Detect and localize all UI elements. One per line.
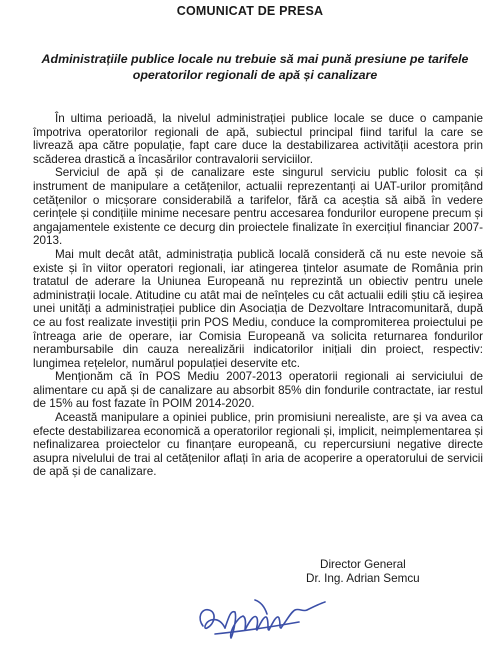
signature-block <box>306 558 420 585</box>
document-body <box>33 112 483 479</box>
paragraph: Mai mult decât atât, administrația publică locală consideră că nu este nevoie să existe și în viitor operatori regionali, iar atingerea țintelor asumate de România prin tratatul de aderare la Uniunea Europeană nu reprezintă un obiectiv pentru unele administrații locale. Atitudine cu atât mai de neînțeles cu cât actualii edili știu că ieșirea unei unități a administrației publice din Asociația de Dezvoltare Intracomunitară, după ce au fost realizate investiții prin POS Mediu, conduce la compromiterea proiectului pe întreaga arie de operare, iar Comisia Europeană va solicita returnarea fondurilor nerambursabile din cauza nerealizării indicatorilor inițiali din proiect, respectiv: lungimea rețelelor, numărul populației deservite etc. <box>33 247 483 370</box>
document-subtitle: Administrațiile publice locale nu trebuie să mai pună presiune pe tarifele operatorilor regionali de apă și canalizare <box>41 52 469 82</box>
paragraph: În ultima perioadă, la nivelul administrației publice locale se duce o campanie împotriva operatorilor regionali de apă, subiectul principal fiind tariful la care se livrează apa către populație, fapt care duce la destabilizarea activității acestora prin scăderea drastică a încasărilor contravalorii serviciilor. <box>33 112 483 166</box>
paragraph: Menționăm că în POS Mediu 2007-2013 operatorii regionali ai serviciului de alimentare cu apă și de canalizare au absorbit 85% din fondurile contractate, iar restul de 15% au fost fazate în POIM 2014-2020. <box>33 370 483 411</box>
signatory-name: Dr. Ing. Adrian Semcu <box>306 571 420 585</box>
handwritten-signature <box>195 588 335 643</box>
paragraph: Serviciul de apă și de canalizare este singurul serviciu public folosit ca și instrument de manipulare a cetățenilor, actualii reprezentanți ai UAT-urilor promițând cetățenilor o micșorare considerabilă a tarifelor, fără ca aceștia să aibă în vedere cerințele și condițiile minime necesare pentru accesarea fondurilor europene precum și angajamentele existente ce decurg din proiectele finalizate în exercițiul financiar 2007-2013. <box>33 166 483 248</box>
paragraph: Această manipulare a opiniei publice, prin promisiuni nerealiste, are și va avea ca efecte destabilizarea economică a operatorilor regionali și, implicit, neimplementarea și nefinalizarea proiectelor cu finanțare europeană, cu repercursiuni negative directe asupra nivelului de trai al cetățenilor aflați în aria de acoperire a operatorului de servicii de apă și de canalizare. <box>33 411 483 479</box>
signatory-role: Director General <box>320 558 406 571</box>
document-title: COMUNICAT DE PRESA <box>176 4 324 18</box>
